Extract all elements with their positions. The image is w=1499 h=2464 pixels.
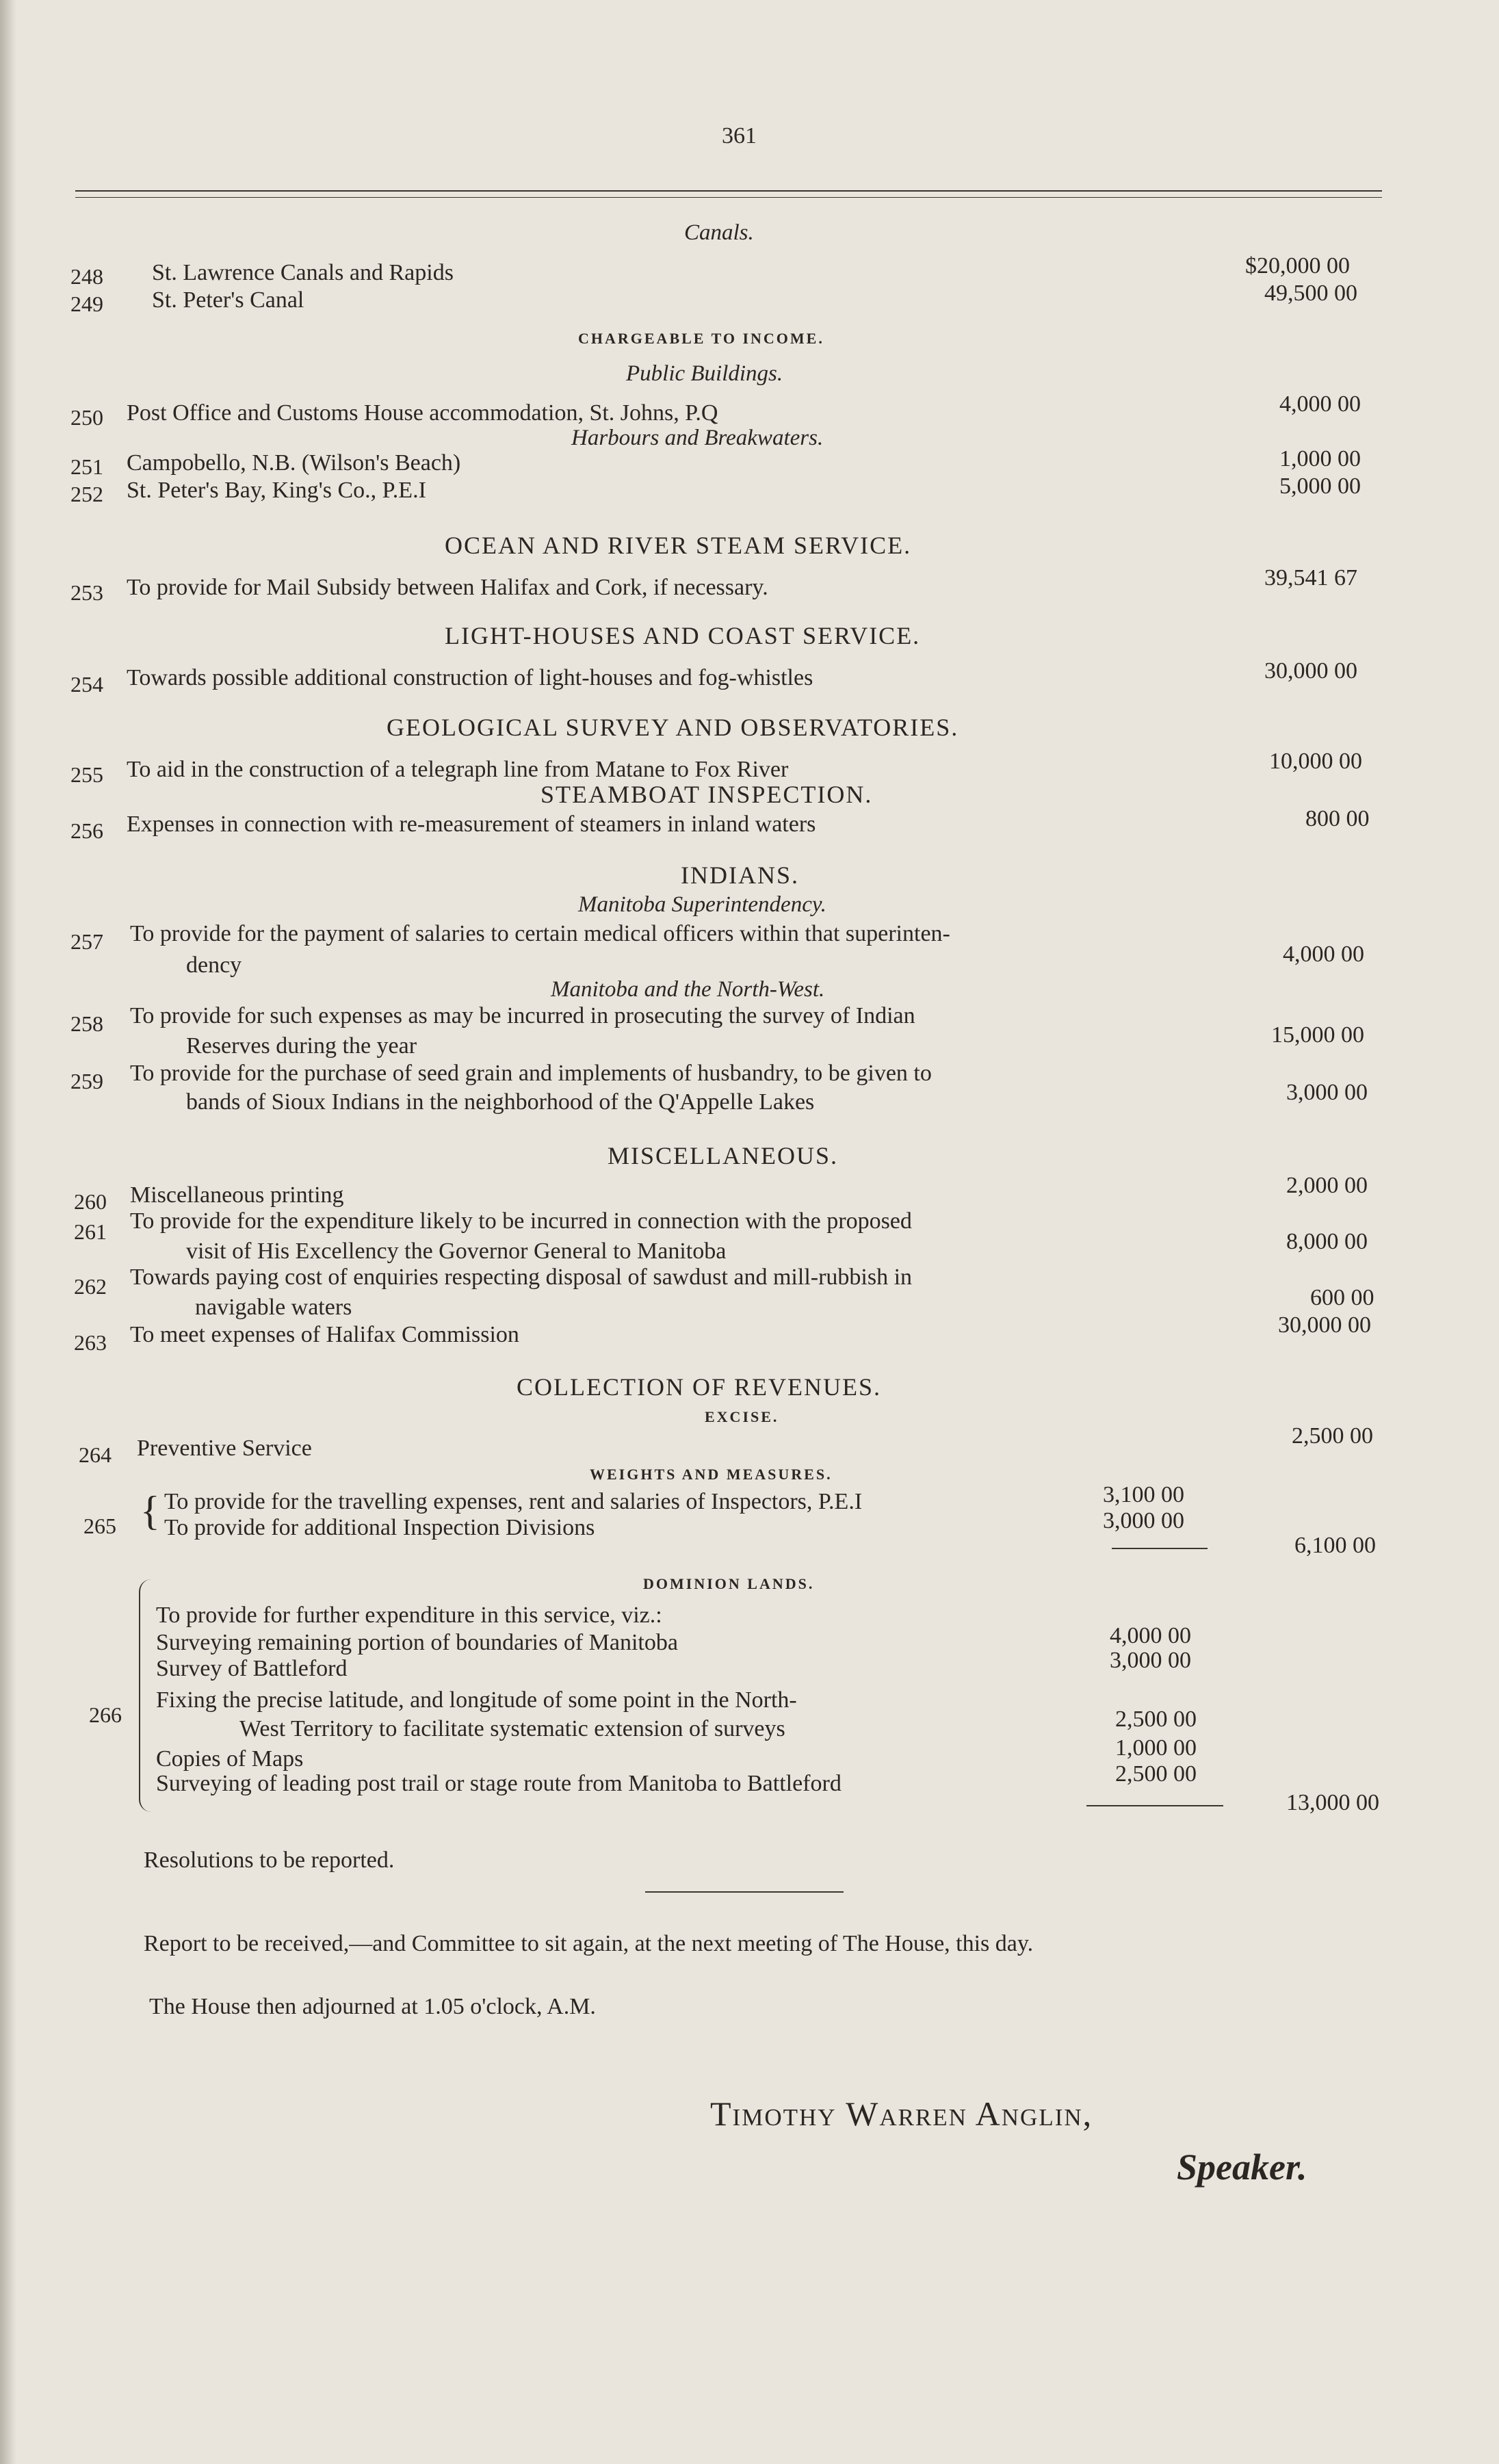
item-amount: 5,000 00 xyxy=(1279,474,1361,499)
section-geological: GEOLOGICAL SURVEY AND OBSERVATORIES. xyxy=(387,714,959,741)
page-number: 361 xyxy=(722,123,757,148)
item-number: 258 xyxy=(70,1011,103,1036)
item-amount: 4,000 00 xyxy=(1279,391,1361,417)
subheading-harbours: Harbours and Breakwaters. xyxy=(571,426,824,450)
item-number: 263 xyxy=(74,1330,107,1355)
item-text-line1: To provide for the purchase of seed grain and implements of husbandry, to be given to xyxy=(130,1061,932,1086)
item-text: Preventive Service xyxy=(137,1436,312,1461)
item-amount: 1,000 00 xyxy=(1279,446,1361,471)
section-lighthouses: LIGHT-HOUSES AND COAST SERVICE. xyxy=(445,622,921,649)
item-text-line2: visit of His Excellency the Governor General to Manitoba xyxy=(186,1239,727,1264)
item-text: Campobello, N.B. (Wilson's Beach) xyxy=(127,450,461,476)
subheading-public-buildings: Public Buildings. xyxy=(626,361,783,386)
subitem-intro: To provide for further expenditure in this service, viz.: xyxy=(156,1603,662,1628)
subitem-amount: 2,500 00 xyxy=(1115,1707,1197,1732)
section-ocean: OCEAN AND RIVER STEAM SERVICE. xyxy=(445,532,912,559)
item-text-line1: To provide for the expenditure likely to be incurred in connection with the proposed xyxy=(130,1208,912,1234)
item-number: 255 xyxy=(70,762,103,787)
item-number: 249 xyxy=(70,291,103,316)
subitem-amount: 3,000 00 xyxy=(1103,1508,1184,1533)
page-edge-shadow xyxy=(0,0,16,2464)
item-number: 261 xyxy=(74,1219,107,1244)
item-text: Expenses in connection with re-measurement of steamers in inland waters xyxy=(127,812,816,837)
item-number: 256 xyxy=(70,818,103,843)
subitem-amount: 2,500 00 xyxy=(1115,1761,1197,1787)
subitem-text: Surveying of leading post trail or stage route from Manitoba to Battleford xyxy=(156,1771,842,1796)
item-text-line2: Reserves during the year xyxy=(186,1033,417,1059)
subitem-text-line2: West Territory to facilitate systematic extension of surveys xyxy=(239,1716,785,1741)
subitem-amount: 3,000 00 xyxy=(1110,1648,1191,1673)
subitem-text: Surveying remaining portion of boundaries of Manitoba xyxy=(156,1630,678,1655)
item-amount: 2,500 00 xyxy=(1292,1423,1373,1449)
item-number: 254 xyxy=(70,672,103,697)
item-number: 264 xyxy=(79,1442,112,1467)
item-amount: 15,000 00 xyxy=(1271,1022,1364,1048)
item-number: 248 xyxy=(70,264,103,289)
resolutions-note: Resolutions to be reported. xyxy=(144,1847,395,1873)
signature-name: Timothy Warren Anglin, xyxy=(710,2095,1093,2133)
section-steamboat: STEAMBOAT INSPECTION. xyxy=(540,781,873,808)
item-number: 265 xyxy=(83,1514,116,1538)
item-amount: 49,500 00 xyxy=(1264,281,1357,306)
section-chargeable: CHARGEABLE TO INCOME. xyxy=(578,330,824,347)
subtotal-rule xyxy=(1112,1548,1208,1549)
item-text-line1: Towards paying cost of enquiries respecting disposal of sawdust and mill-rubbish in xyxy=(130,1265,913,1290)
item-text: To aid in the construction of a telegraph line from Matane to Fox River xyxy=(127,757,789,782)
subitem-text: Survey of Battleford xyxy=(156,1656,348,1681)
item-number: 260 xyxy=(74,1189,107,1214)
item-amount: 30,000 00 xyxy=(1278,1312,1371,1338)
item-amount: 30,000 00 xyxy=(1264,658,1357,684)
item-number: 253 xyxy=(70,580,103,605)
subitem-text-line1: Fixing the precise latitude, and longitude of some point in the North- xyxy=(156,1687,797,1713)
subheading-dominion-lands: DOMINION LANDS. xyxy=(643,1575,815,1592)
subitem-amount: 4,000 00 xyxy=(1110,1623,1191,1648)
item-amount: 800 00 xyxy=(1305,806,1370,831)
item-text-line2: navigable waters xyxy=(195,1295,352,1320)
header-rule-top xyxy=(75,190,1382,192)
item-text: St. Peter's Canal xyxy=(152,287,304,313)
canals-heading-text: Canals. xyxy=(684,220,754,245)
section-miscellaneous: MISCELLANEOUS. xyxy=(608,1142,839,1169)
subheading-manitoba-superintendency: Manitoba Superintendency. xyxy=(578,892,826,917)
signature-title: Speaker. xyxy=(1177,2147,1307,2188)
report-text: Report to be received,—and Committee to sit again, at the next meeting of The House, this day. xyxy=(144,1931,1034,1956)
item-amount: 4,000 00 xyxy=(1283,942,1364,967)
item-number: 262 xyxy=(74,1274,107,1299)
item-total: 6,100 00 xyxy=(1294,1533,1376,1558)
item-text: Towards possible additional construction of light-houses and fog-whistles xyxy=(127,665,813,690)
item-text-line2: dency xyxy=(186,952,242,978)
item-text: St. Lawrence Canals and Rapids xyxy=(152,260,454,285)
subitem-amount: 3,100 00 xyxy=(1103,1482,1184,1507)
brace-265: { xyxy=(140,1488,160,1533)
item-amount: $20,000 00 xyxy=(1245,253,1350,278)
section-indians: INDIANS. xyxy=(681,861,799,889)
item-number: 257 xyxy=(70,929,103,954)
subheading-excise: EXCISE. xyxy=(705,1408,779,1425)
item-number: 250 xyxy=(70,405,103,430)
item-amount: 10,000 00 xyxy=(1269,749,1362,774)
subitem-amount: 1,000 00 xyxy=(1115,1735,1197,1761)
item-number: 259 xyxy=(70,1069,103,1093)
item-amount: 2,000 00 xyxy=(1286,1173,1368,1198)
subheading-manitoba-northwest: Manitoba and the North-West. xyxy=(551,977,825,1002)
subheading-weights-measures: WEIGHTS AND MEASURES. xyxy=(590,1466,833,1483)
header-rule-bottom xyxy=(75,197,1382,198)
item-amount: 39,541 67 xyxy=(1264,565,1357,591)
item-total: 13,000 00 xyxy=(1286,1790,1379,1815)
item-text-line1: To provide for such expenses as may be incurred in prosecuting the survey of Indian xyxy=(130,1003,915,1028)
item-text-line1: To provide for the payment of salaries to certain medical officers within that superinten- xyxy=(130,921,950,946)
item-text: To provide for Mail Subsidy between Halifax and Cork, if necessary. xyxy=(127,575,768,600)
subitem-text: To provide for additional Inspection Divisions xyxy=(164,1515,595,1540)
item-number: 251 xyxy=(70,454,103,479)
item-text: Post Office and Customs House accommodation, St. Johns, P.Q xyxy=(127,400,718,426)
divider-rule xyxy=(645,1891,844,1893)
subitem-text: Copies of Maps xyxy=(156,1746,304,1772)
item-number: 252 xyxy=(70,482,103,506)
item-text: Miscellaneous printing xyxy=(130,1182,344,1208)
item-amount: 600 00 xyxy=(1310,1285,1374,1310)
subtotal-rule xyxy=(1086,1805,1223,1806)
item-text: To meet expenses of Halifax Commission xyxy=(130,1322,519,1347)
item-amount: 8,000 00 xyxy=(1286,1229,1368,1254)
item-amount: 3,000 00 xyxy=(1286,1080,1368,1105)
adjourned-text: The House then adjourned at 1.05 o'clock, A.M. xyxy=(149,1994,596,2019)
subitem-text: To provide for the travelling expenses, rent and salaries of Inspectors, P.E.I xyxy=(164,1489,863,1514)
item-text: St. Peter's Bay, King's Co., P.E.I xyxy=(127,478,426,503)
brace-266 xyxy=(139,1579,154,1812)
item-text-line2: bands of Sioux Indians in the neighborhood of the Q'Appelle Lakes xyxy=(186,1089,815,1115)
item-number: 266 xyxy=(89,1702,122,1727)
section-collection: COLLECTION OF REVENUES. xyxy=(517,1373,881,1401)
